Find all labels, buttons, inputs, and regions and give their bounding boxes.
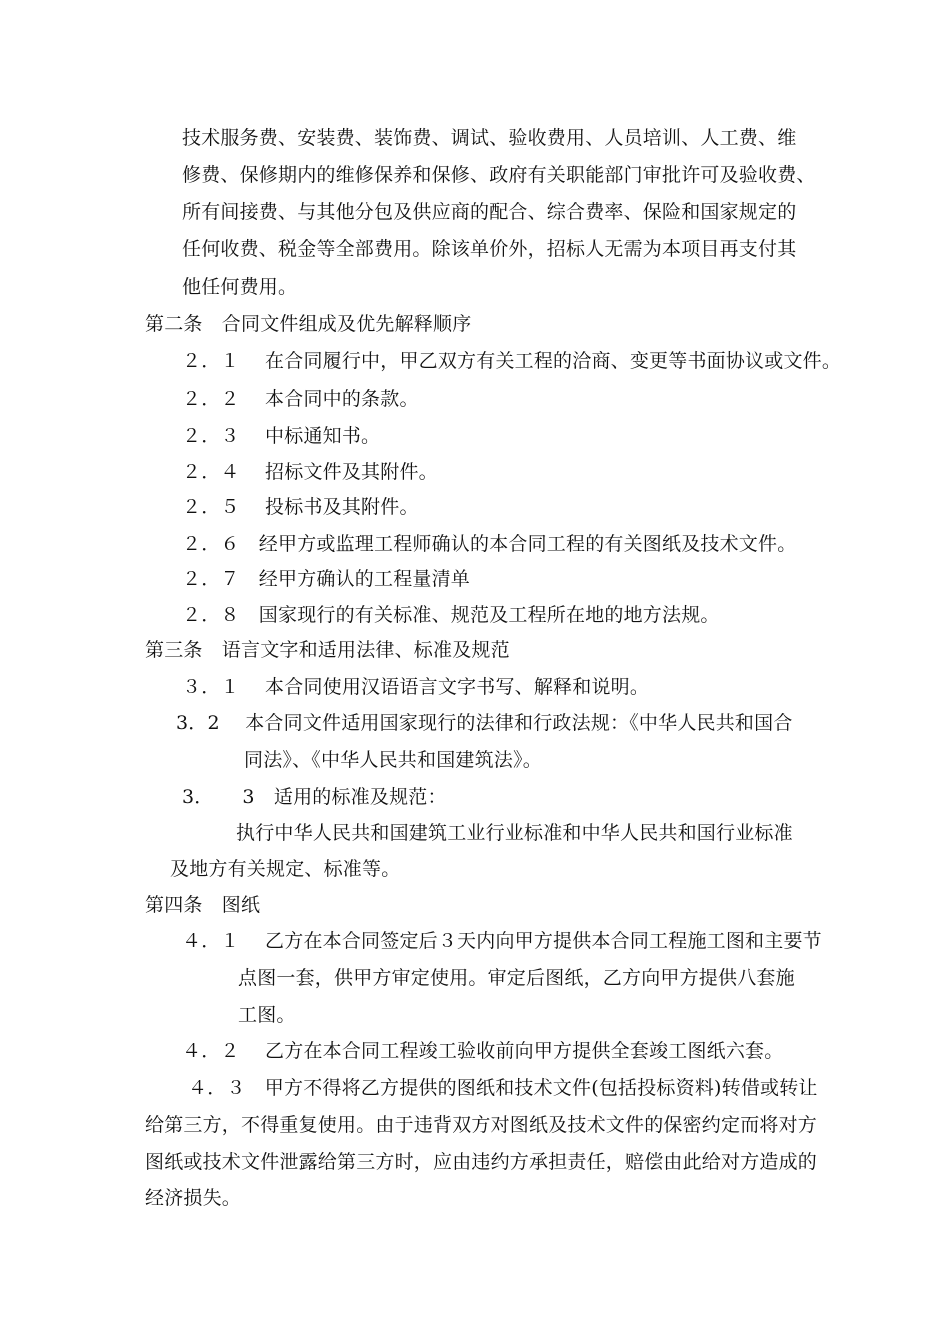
clause-item: ２．３ 中标通知书。	[182, 425, 381, 447]
clause-item: ４．３ 甲方不得将乙方提供的图纸和技术文件(包括投标资料)转借或转让	[188, 1077, 818, 1099]
clause-item: ２．８ 国家现行的有关标准、规范及工程所在地的地方法规。	[182, 604, 720, 626]
text-line: 工图。	[238, 1004, 296, 1026]
clause-item: ２．１ 在合同履行中，甲乙双方有关工程的洽商、变更等书面协议或文件。	[182, 350, 842, 372]
clause-item: 3． 3 适用的标准及规范：	[182, 786, 447, 808]
text-line: 及地方有关规定、标准等。	[170, 858, 401, 880]
section-heading: 第四条 图纸	[145, 894, 261, 916]
text-line: 任何收费、税金等全部费用。除该单价外，招标人无需为本项目再支付其	[182, 238, 797, 260]
clause-item: ２．２ 本合同中的条款。	[182, 388, 419, 410]
clause-item: ２．４ 招标文件及其附件。	[182, 461, 438, 483]
clause-item: ２．５ 投标书及其附件。	[182, 496, 419, 518]
text-line: 给第三方，不得重复使用。由于违背双方对图纸及技术文件的保密约定而将对方	[145, 1114, 818, 1136]
clause-item: ４．２ 乙方在本合同工程竣工验收前向甲方提供全套竣工图纸六套。	[182, 1040, 784, 1062]
clause-item: ４．１ 乙方在本合同签定后３天内向甲方提供本合同工程施工图和主要节	[182, 930, 822, 952]
clause-item: ２．６ 经甲方或监理工程师确认的本合同工程的有关图纸及技术文件。	[182, 533, 797, 555]
clause-item: ３．１ 本合同使用汉语语言文字书写、解释和说明。	[182, 676, 650, 698]
section-heading: 第二条 合同文件组成及优先解释顺序	[145, 313, 472, 335]
text-line: 所有间接费、与其他分包及供应商的配合、综合费率、保险和国家规定的	[182, 201, 797, 223]
clause-item: ２．７ 经甲方确认的工程量清单	[182, 568, 471, 590]
text-line: 修费、保修期内的维修保养和保修、政府有关职能部门审批许可及验收费、	[182, 164, 816, 186]
text-line: 技术服务费、安装费、装饰费、调试、验收费用、人员培训、人工费、维	[182, 127, 797, 149]
text-line: 点图一套，供甲方审定使用。审定后图纸，乙方向甲方提供八套施	[238, 967, 795, 989]
text-line: 同法》、《中华人民共和国建筑法》。	[244, 749, 542, 771]
text-line: 经济损失。	[145, 1187, 242, 1209]
clause-item: 3．2 本合同文件适用国家现行的法律和行政法规：《中华人民共和国合	[176, 712, 793, 734]
text-line: 图纸或技术文件泄露给第三方时，应由违约方承担责任，赔偿由此给对方造成的	[145, 1151, 818, 1173]
text-line: 执行中华人民共和国建筑工业行业标准和中华人民共和国行业标准	[236, 822, 793, 844]
section-heading: 第三条 语言文字和适用法律、标准及规范	[145, 639, 510, 661]
text-line: 他任何费用。	[182, 276, 298, 298]
